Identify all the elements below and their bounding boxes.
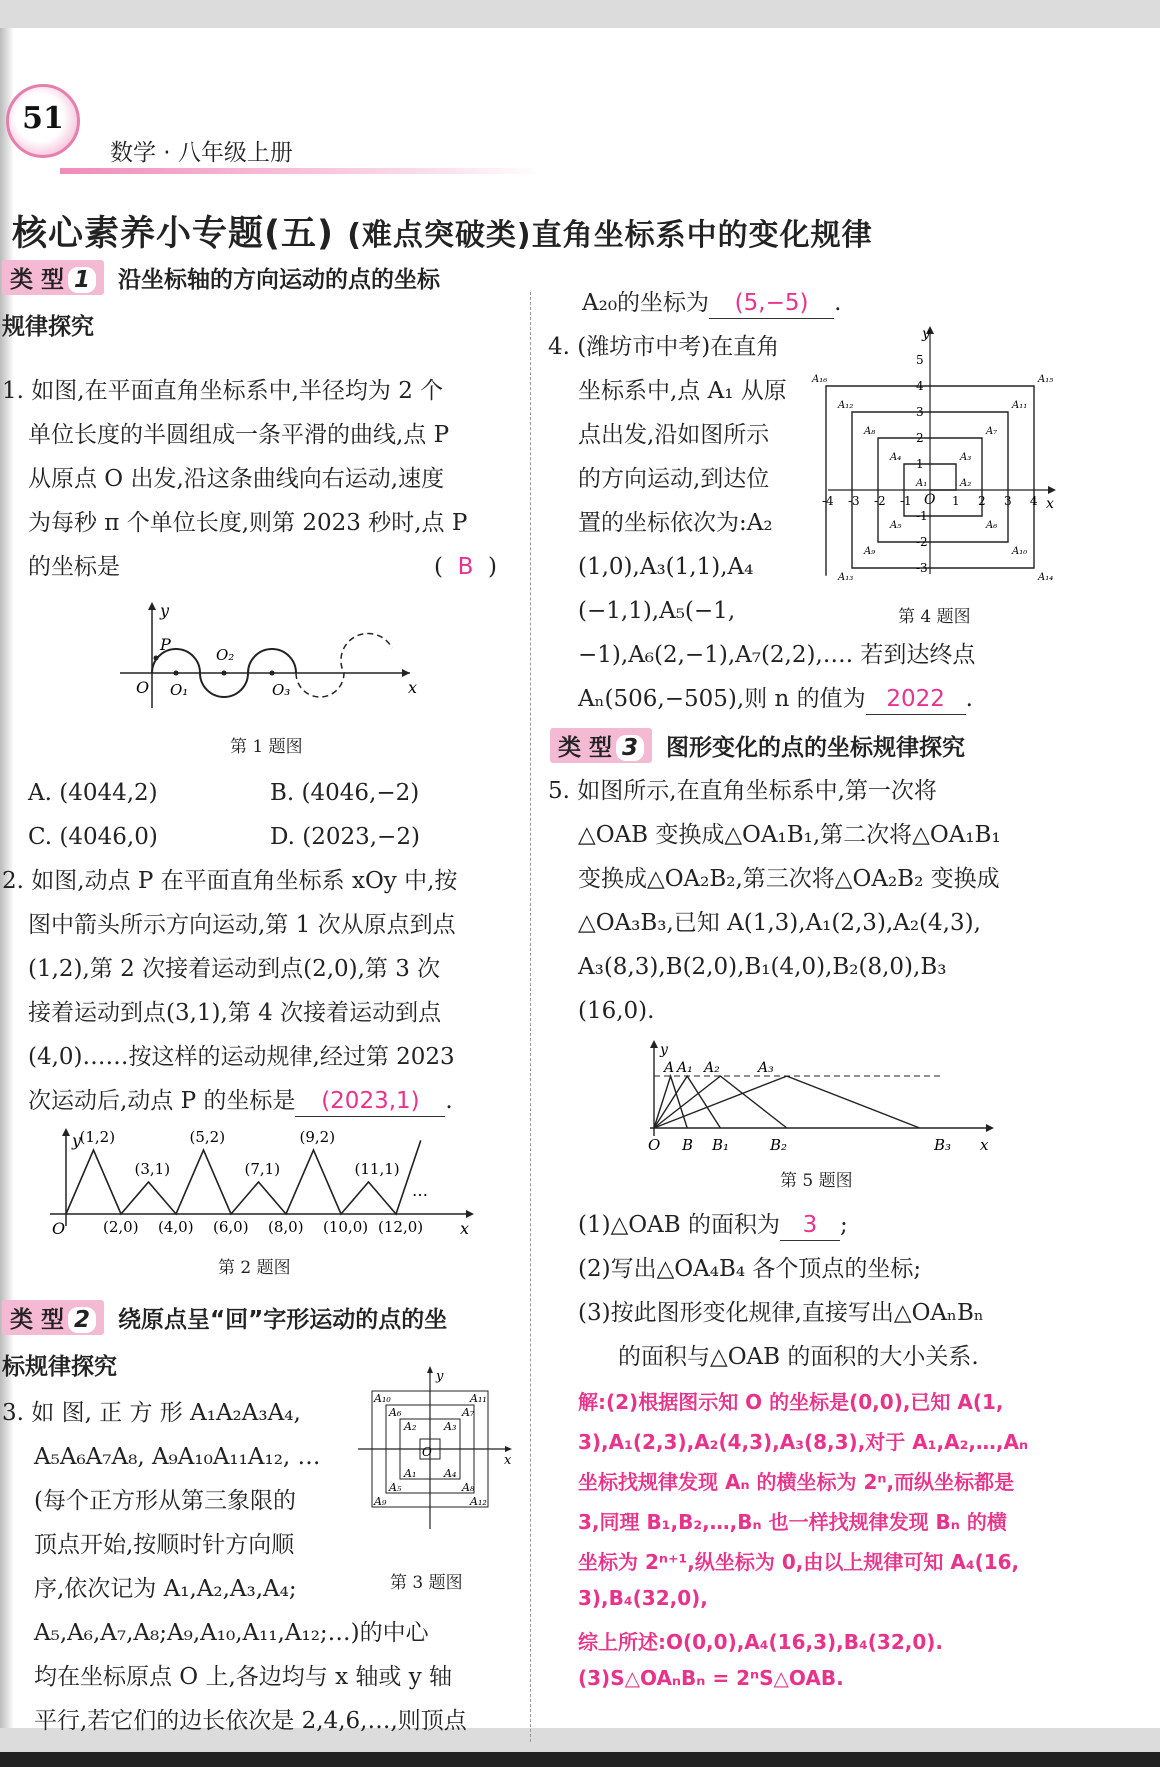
q5-label-b3: B₃ bbox=[934, 1136, 952, 1154]
q4-point-label: A₁₀ bbox=[1012, 546, 1028, 557]
q1-curve-dashed bbox=[296, 633, 392, 697]
q3-label-a12: A₁₂ bbox=[470, 1495, 487, 1508]
q2-o-label: O bbox=[52, 1219, 66, 1238]
q1-y-arrow bbox=[148, 602, 156, 610]
q4-line-5: 置的坐标依次为:A₂ bbox=[578, 510, 773, 536]
q5-label-b1: B₁ bbox=[712, 1136, 730, 1154]
q1-x-label: x bbox=[408, 678, 418, 697]
q1-line-5: 的坐标是 bbox=[28, 554, 120, 580]
q4-tick-y: -1 bbox=[916, 509, 928, 523]
q4-point-label: A₄ bbox=[890, 452, 902, 463]
q1-option-d: D. (2023,−2) bbox=[270, 824, 420, 850]
q1-line-2: 单位长度的半圆组成一条平滑的曲线,点 P bbox=[28, 422, 450, 448]
q4-point-label: A₃ bbox=[960, 452, 972, 463]
q5-caption: 第 5 题图 bbox=[780, 1171, 853, 1191]
q2-bottom-label: (12,0) bbox=[378, 1218, 424, 1236]
q2-figure bbox=[40, 1126, 480, 1244]
q4-line-1: 4. (潍坊市中考)在直角 bbox=[548, 334, 780, 360]
q2-bottom-label: (4,0) bbox=[158, 1218, 194, 1236]
q1-o3-label: O₃ bbox=[272, 681, 291, 699]
q5-solution-7: 综上所述:O(0,0),A₄(16,3),B₄(32,0). bbox=[578, 1630, 943, 1654]
q4-line-9: Aₙ(506,−505),则 n 的值为 2022 . bbox=[578, 684, 973, 715]
q1-option-b: B. (4046,−2) bbox=[270, 780, 420, 806]
q5-label-a: A bbox=[664, 1060, 675, 1076]
q1-o2-label: O₂ bbox=[216, 646, 235, 664]
q1-line-4: 为每秒 π 个单位长度,则第 2023 秒时,点 P bbox=[28, 510, 468, 536]
q2-top-label: (7,1) bbox=[244, 1160, 281, 1178]
textbook-page bbox=[0, 28, 1160, 1734]
q1-point-o1 bbox=[174, 671, 179, 676]
q5-line-6: (16,0). bbox=[578, 998, 655, 1024]
q4-point-label: A₁₅ bbox=[1038, 374, 1054, 385]
q3-label-a5: A₅ bbox=[389, 1481, 402, 1494]
q2-caption: 第 2 题图 bbox=[218, 1258, 291, 1278]
q3-y-label: y bbox=[436, 1369, 444, 1384]
q4-point-label: A₉ bbox=[864, 546, 876, 557]
q4-point-label: A₁₃ bbox=[838, 572, 854, 583]
q3-answer: (5,−5) bbox=[734, 290, 809, 316]
q3-line-2: A₅A₆A₇A₈, A₉A₁₀A₁₁A₁₂, … bbox=[34, 1444, 321, 1470]
q5-line-5: A₃(8,3),B(2,0),B₁(4,0),B₂(8,0),B₃ bbox=[578, 954, 947, 980]
q3-label-a2: A₂ bbox=[404, 1420, 417, 1433]
q4-point-label: A₇ bbox=[986, 426, 998, 437]
q3-answer-line: A₂₀的坐标为 (5,−5) . bbox=[582, 288, 841, 319]
q5-solution-5: 坐标为 2ⁿ⁺¹,纵坐标为 0,由以上规律可知 A₄(16, bbox=[578, 1550, 1020, 1574]
q4-tick-y: -3 bbox=[916, 561, 928, 575]
q4-figure bbox=[812, 324, 1066, 584]
q4-o-label: O bbox=[924, 492, 936, 508]
q2-line-2: 图中箭头所示方向运动,第 1 次从原点到点 bbox=[28, 912, 456, 938]
q2-line-5: (4,0)……按这样的运动规律,经过第 2023 bbox=[28, 1044, 455, 1070]
q5-x-label: x bbox=[980, 1136, 989, 1154]
q1-x-arrow bbox=[402, 669, 410, 677]
q5-label-a3: A₃ bbox=[758, 1060, 774, 1076]
q1-point-o3 bbox=[270, 671, 275, 676]
q4-line-6: (1,0),A₃(1,1),A₄ bbox=[578, 554, 754, 580]
type2-text: 绕原点呈“回”字形运动的点的坐 bbox=[118, 1307, 448, 1333]
q4-line-2: 坐标系中,点 A₁ 从原 bbox=[578, 378, 787, 404]
q1-point-p bbox=[154, 656, 159, 661]
q5-line-4: △OA₃B₃,已知 A(1,3),A₁(2,3),A₂(4,3), bbox=[578, 910, 981, 936]
q5-label-a1: A₁ bbox=[677, 1060, 693, 1076]
q4-tick-x: -4 bbox=[822, 494, 834, 508]
q5-y-label: y bbox=[660, 1042, 668, 1058]
q4-point-label: A₁₆ bbox=[812, 374, 828, 385]
q5-solution-4: 3,同理 B₁,B₂,…,Bₙ 也一样找规律发现 Bₙ 的横 bbox=[578, 1510, 1007, 1534]
q5-sub1-answer: 3 bbox=[802, 1212, 818, 1238]
q5-o-label: O bbox=[648, 1136, 661, 1154]
q5-label-a2: A₂ bbox=[704, 1060, 720, 1076]
q4-x-label: x bbox=[1046, 496, 1054, 512]
q3-figure bbox=[358, 1364, 518, 1534]
q2-top-label: (1,2) bbox=[79, 1128, 116, 1146]
q4-tick-y: -2 bbox=[916, 535, 928, 549]
q5-solution-8: (3)S△OAₙBₙ = 2ⁿS△OAB. bbox=[578, 1666, 844, 1690]
q2-bottom-label: (2,0) bbox=[103, 1218, 139, 1236]
q2-x-label: x bbox=[460, 1219, 470, 1238]
q3-label-a9: A₉ bbox=[374, 1495, 387, 1508]
q2-answer: (2023,1) bbox=[321, 1088, 420, 1114]
q4-line-7: (−1,1),A₅(−1, bbox=[578, 598, 736, 624]
q2-ellipsis: … bbox=[412, 1181, 428, 1200]
q4-point-label: A₅ bbox=[890, 520, 902, 531]
type1-badge: 类 型 1 bbox=[2, 260, 104, 295]
q1-o-label: O bbox=[136, 678, 150, 697]
q2-line-4: 接着运动到点(3,1),第 4 次接着运动到点 bbox=[28, 1000, 442, 1026]
q3-line-4: 顶点开始,按顺时针方向顺 bbox=[34, 1532, 295, 1558]
q2-x-arrow bbox=[466, 1210, 474, 1218]
type2-text2: 标规律探究 bbox=[2, 1354, 117, 1380]
type1-text2: 规律探究 bbox=[2, 314, 94, 340]
q5-solution-6: 3),B₄(32,0), bbox=[578, 1586, 708, 1610]
q2-top-label: (3,1) bbox=[134, 1160, 171, 1178]
q4-tick-x: -1 bbox=[900, 494, 912, 508]
q2-top-label: (5,2) bbox=[189, 1128, 226, 1146]
q4-tick-x: 3 bbox=[1004, 494, 1012, 508]
q5-sub1: (1)△OAB 的面积为 3 ; bbox=[578, 1210, 848, 1241]
q4-tick-y: 3 bbox=[916, 405, 924, 419]
q4-tick-x: 1 bbox=[952, 494, 960, 508]
q3-label-a11: A₁₁ bbox=[470, 1392, 487, 1405]
page-number-badge bbox=[6, 84, 80, 158]
q4-tick-y: 1 bbox=[916, 457, 924, 471]
title-sub: (难点突破类)直角坐标系中的变化规律 bbox=[347, 218, 873, 253]
q4-point-label: A₂ bbox=[960, 478, 972, 489]
q4-point-label: A₁₄ bbox=[1038, 572, 1054, 583]
q3-label-a1: A₁ bbox=[404, 1467, 417, 1480]
q4-point-label: A₁ bbox=[916, 478, 928, 489]
q5-sub3a: (3)按此图形变化规律,直接写出△OAₙBₙ bbox=[578, 1300, 984, 1326]
q3-line-3: (每个正方形从第三象限的 bbox=[34, 1488, 296, 1514]
q1-point-o2 bbox=[222, 671, 227, 676]
q3-line-5: 序,依次记为 A₁,A₂,A₃,A₄; bbox=[34, 1576, 297, 1602]
type2-badge: 类 型 2 bbox=[2, 1300, 104, 1335]
q5-solution-2: 3),A₁(2,3),A₂(4,3),A₃(8,3),对于 A₁,A₂,…,Aₙ bbox=[578, 1430, 1029, 1454]
q3-line-7: 均在坐标原点 O 上,各边均与 x 轴或 y 轴 bbox=[34, 1664, 452, 1690]
q4-answer: 2022 bbox=[886, 686, 945, 712]
q5-line-1: 5. 如图所示,在直角坐标系中,第一次将 bbox=[548, 778, 937, 804]
q1-answer: B bbox=[457, 554, 474, 580]
type3-heading bbox=[550, 728, 965, 762]
q4-line-8: −1),A₆(2,−1),A₇(2,2),…. 若到达终点 bbox=[578, 642, 976, 668]
q2-y-arrow bbox=[62, 1128, 70, 1136]
q5-label-b: B bbox=[682, 1136, 694, 1154]
q2-top-label: (11,1) bbox=[354, 1160, 400, 1178]
q5-figure bbox=[640, 1036, 1000, 1158]
type3-badge: 类 型 3 bbox=[550, 728, 652, 763]
q4-tick-x: 2 bbox=[978, 494, 986, 508]
q2-bottom-label: (8,0) bbox=[268, 1218, 304, 1236]
q4-tick-x: -3 bbox=[848, 494, 860, 508]
q2-top-label: (9,2) bbox=[299, 1128, 336, 1146]
q2-bottom-label: (10,0) bbox=[323, 1218, 369, 1236]
page-title bbox=[12, 206, 873, 256]
q3-line-8: 平行,若它们的边长依次是 2,4,6,…,则顶点 bbox=[34, 1708, 467, 1734]
q5-label-b2: B₂ bbox=[770, 1136, 788, 1154]
q4-y-label: y bbox=[922, 326, 930, 342]
q3-label-a10: A₁₀ bbox=[374, 1392, 391, 1405]
q2-line-3: (1,2),第 2 次接着运动到点(2,0),第 3 次 bbox=[28, 956, 441, 982]
q5-line-2: △OAB 变换成△OA₁B₁,第二次将△OA₁B₁ bbox=[578, 822, 1001, 848]
q4-point-label: A₈ bbox=[864, 426, 876, 437]
q4-tick-y: 2 bbox=[916, 431, 924, 445]
q4-line-4: 的方向运动,到达位 bbox=[578, 466, 770, 492]
q3-caption: 第 3 题图 bbox=[390, 1573, 463, 1593]
book-title: 数学 · 八年级上册 bbox=[110, 140, 293, 166]
q3-o-label: O bbox=[422, 1445, 432, 1459]
q1-figure bbox=[110, 598, 430, 713]
q2-line-1: 2. 如图,动点 P 在平面直角坐标系 xOy 中,按 bbox=[2, 868, 458, 894]
q5-sub3b: 的面积与△OAB 的面积的大小关系. bbox=[618, 1344, 979, 1370]
q4-tick-x: 4 bbox=[1030, 494, 1038, 508]
type3-text: 图形变化的点的坐标规律探究 bbox=[666, 735, 966, 761]
q3-x-label: x bbox=[504, 1453, 512, 1468]
q1-caption: 第 1 题图 bbox=[230, 737, 303, 757]
q1-y-label: y bbox=[160, 601, 170, 620]
q4-point-label: A₁₂ bbox=[838, 400, 854, 411]
header-divider bbox=[60, 168, 540, 174]
q3-label-a8: A₈ bbox=[462, 1481, 475, 1494]
q5-solution-1: 解:(2)根据图示知 O 的坐标是(0,0),已知 A(1, bbox=[578, 1390, 1004, 1414]
q1-option-c: C. (4046,0) bbox=[28, 824, 158, 850]
q4-line-3: 点出发,沿如图所示 bbox=[578, 422, 770, 448]
bottom-bar bbox=[0, 1752, 1160, 1767]
q3-label-a4: A₄ bbox=[444, 1467, 457, 1480]
q4-point-label: A₁₁ bbox=[1012, 400, 1028, 411]
q5-solution-3: 坐标找规律发现 Aₙ 的横坐标为 2ⁿ,而纵坐标都是 bbox=[578, 1470, 1015, 1494]
q4-tick-y: 5 bbox=[916, 353, 924, 367]
q2-bottom-label: (6,0) bbox=[213, 1218, 249, 1236]
q4-point-label: A₆ bbox=[986, 520, 998, 531]
q1-p-label: P bbox=[160, 635, 171, 654]
type1-heading bbox=[2, 260, 440, 294]
q3-label-a3: A₃ bbox=[444, 1420, 457, 1433]
type1-text: 沿坐标轴的方向运动的点的坐标 bbox=[118, 267, 441, 293]
q3-line-1: 3. 如 图, 正 方 形 A₁A₂A₃A₄, bbox=[2, 1400, 301, 1426]
q4-tick-x: -2 bbox=[874, 494, 886, 508]
q1-o1-label: O₁ bbox=[170, 681, 189, 699]
q2-line-6: 次运动后,动点 P 的坐标是 (2023,1) . bbox=[28, 1086, 453, 1117]
q4-tick-y: 4 bbox=[916, 379, 924, 393]
q1-line-3: 从原点 O 出发,沿这条曲线向右运动,速度 bbox=[28, 466, 445, 492]
title-main: 核心素养小专题(五) bbox=[12, 214, 334, 254]
q1-answer-bracket: ( B ) bbox=[434, 554, 497, 580]
q5-sub2: (2)写出△OA₄B₄ 各个顶点的坐标; bbox=[578, 1256, 922, 1282]
q1-option-a: A. (4044,2) bbox=[28, 780, 158, 806]
q3-label-a6: A₆ bbox=[389, 1406, 402, 1419]
q3-label-a7: A₇ bbox=[462, 1406, 475, 1419]
page-number: 51 bbox=[22, 101, 64, 136]
q4-caption: 第 4 题图 bbox=[898, 607, 971, 627]
q2-y-label: y bbox=[72, 1131, 82, 1150]
q5-line-3: 变换成△OA₂B₂,第三次将△OA₂B₂ 变换成 bbox=[578, 866, 1000, 892]
column-divider bbox=[530, 292, 531, 1742]
q1-line-1: 1. 如图,在平面直角坐标系中,半径均为 2 个 bbox=[2, 378, 444, 404]
q5-triangle bbox=[654, 1076, 920, 1128]
q3-line-6: A₅,A₆,A₇,A₈;A₉,A₁₀,A₁₁,A₁₂;…)的中心 bbox=[34, 1620, 429, 1646]
type2-heading bbox=[2, 1300, 447, 1334]
